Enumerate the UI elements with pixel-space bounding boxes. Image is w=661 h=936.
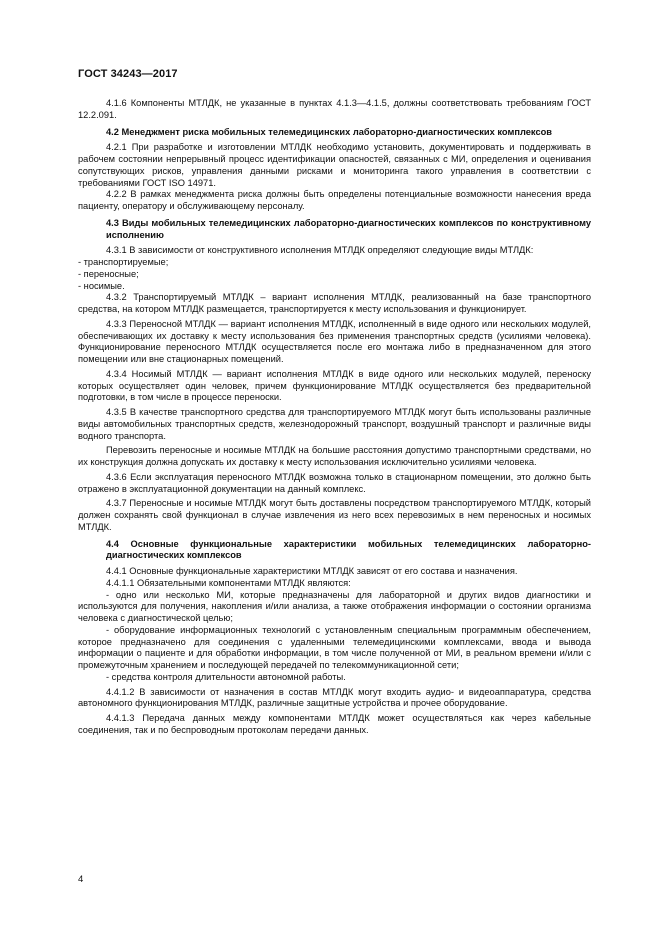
list-item: - средства контроля длительности автономной работы.	[106, 671, 346, 682]
clause-4-2-1: 4.2.1 При разработке и изготовлении МТЛДК необходимо установить, документировать и поддерживать в рабочем состоянии непрерывный процесс идентификации опасностей, связанных с МИ, определения и оценивания сопутствующих рисков, управления данными рисками и мониторинга такого управления в соответствии с требованиями ГОСТ ISO 14971.	[78, 142, 591, 188]
list-item: - оборудование информационных технологий с установленным специальным программным обеспечением, которое предназначено для соединения с удаленными телемедицинскими комплексами, ввода и вывода информации о пациенте и для обработки информации, в том числе полученной от МИ, в реальном времени и/или с промежуточным хранением и последующей передачей по телекоммуникационной сети;	[78, 624, 591, 670]
clause-4-3-3: 4.3.3 Переносной МТЛДК — вариант исполнения МТЛДК, исполненный в виде одного или нескольких модулей, обеспечивающих их доставку к месту использования без применения транспортных средств (усилиями человека). Функционирование переносного МТЛДК осуществляется после его монтажа либо в предназначенном для этого помещении или вне стационарных помещений.	[78, 318, 591, 364]
clause-4-3-5-continued: Перевозить переносные и носимые МТЛДК на большие расстояния допустимо транспортными средствами, но их конструкция должна допускать их доставку к месту использования исключительно усилиями человека.	[78, 445, 591, 467]
clause-4-4-1-1: 4.4.1.1 Обязательными компонентами МТЛДК являются:	[106, 577, 351, 588]
clause-4-2-2: 4.2.2 В рамках менеджмента риска должны быть определены потенциальные возможности нанесения вреда пациенту, оператору и обслуживающему персоналу.	[78, 189, 591, 211]
clause-4-3-6: 4.3.6 Если эксплуатация переносного МТЛДК возможна только в стационарном помещении, это должно быть отражено в эксплуатационной документации на данный комплекс.	[78, 471, 591, 494]
section-heading-4-2: 4.2 Менеджмент риска мобильных телемедицинских лабораторно-диагностических комплексов	[106, 126, 553, 137]
section-heading-4-3: 4.3 Виды мобильных телемедицинских лабораторно-диагностических комплексов по конструктивному исполнению	[106, 217, 591, 240]
list-item: - одно или несколько МИ, которые предназначены для лабораторной и других видов диагностики и используются для получения, накопления и/или анализа, а также отображения информации о состоянии организма человека с диагностической целью;	[78, 589, 591, 623]
clause-4-3-5: 4.3.5 В качестве транспортного средства для транспортируемого МТЛДК могут быть использованы различные виды автомобильных транспортных средств, железнодорожный транспорт, воздушный транспорт и различные виды водного транспорта.	[78, 407, 591, 441]
clause-4-4-1-3: 4.4.1.3 Передача данных между компонентами МТЛДК может осуществляться как через кабельные соединения, так и по беспроводным протоколам передачи данных.	[78, 713, 591, 735]
clause-4-3-2: 4.3.2 Транспортируемый МТЛДК – вариант исполнения МТЛДК, реализованный на базе транспортного средства, на котором МТЛДК размещается, транспортируется к месту использования и функционирует.	[78, 292, 591, 314]
clause-4-1-6: 4.1.6 Компоненты МТЛДК, не указанные в пунктах 4.1.3—4.1.5, должны соответствовать требованиям ГОСТ 12.2.091.	[78, 98, 591, 120]
list-item: - транспортируемые;	[78, 257, 169, 267]
clause-4-4-1: 4.4.1 Основные функциональные характеристики МТЛДК зависят от его состава и назначения.	[106, 566, 518, 576]
page-number: 4	[78, 874, 84, 885]
document-body	[78, 98, 591, 737]
list-item: - переносные;	[78, 268, 139, 279]
list-item: - носимые.	[78, 280, 125, 291]
clause-4-3-4: 4.3.4 Носимый МТЛДК — вариант исполнения МТЛДК в виде одного или нескольких модулей, переноску которых осуществляет один человек, причем функционирование МТЛДК осуществляется без предварительной подготовки, в том числе в процессе переноски.	[78, 368, 591, 403]
section-heading-4-4: 4.4 Основные функциональные характеристики мобильных телемедицинских лабораторно-диагностических комплексов	[106, 538, 591, 561]
clause-4-3-7: 4.3.7 Переносные и носимые МТЛДК могут быть доставлены посредством транспортируемого МТЛДК, который должен сохранять свой функционал в случае извлечения из него всех перевозимых в нем переносных и носимых МТЛДК.	[78, 498, 591, 532]
clause-4-3-1: 4.3.1 В зависимости от конструктивного исполнения МТЛДК определяют следующие виды МТЛДК:	[106, 245, 534, 256]
clause-4-4-1-2: 4.4.1.2 В зависимости от назначения в состав МТЛДК могут входить аудио- и видеоаппаратура, средства автономного функционирования МТЛДК, различные защитные устройства и прочее оборудование.	[78, 686, 591, 709]
document-header: ГОСТ 34243—2017	[78, 68, 178, 80]
